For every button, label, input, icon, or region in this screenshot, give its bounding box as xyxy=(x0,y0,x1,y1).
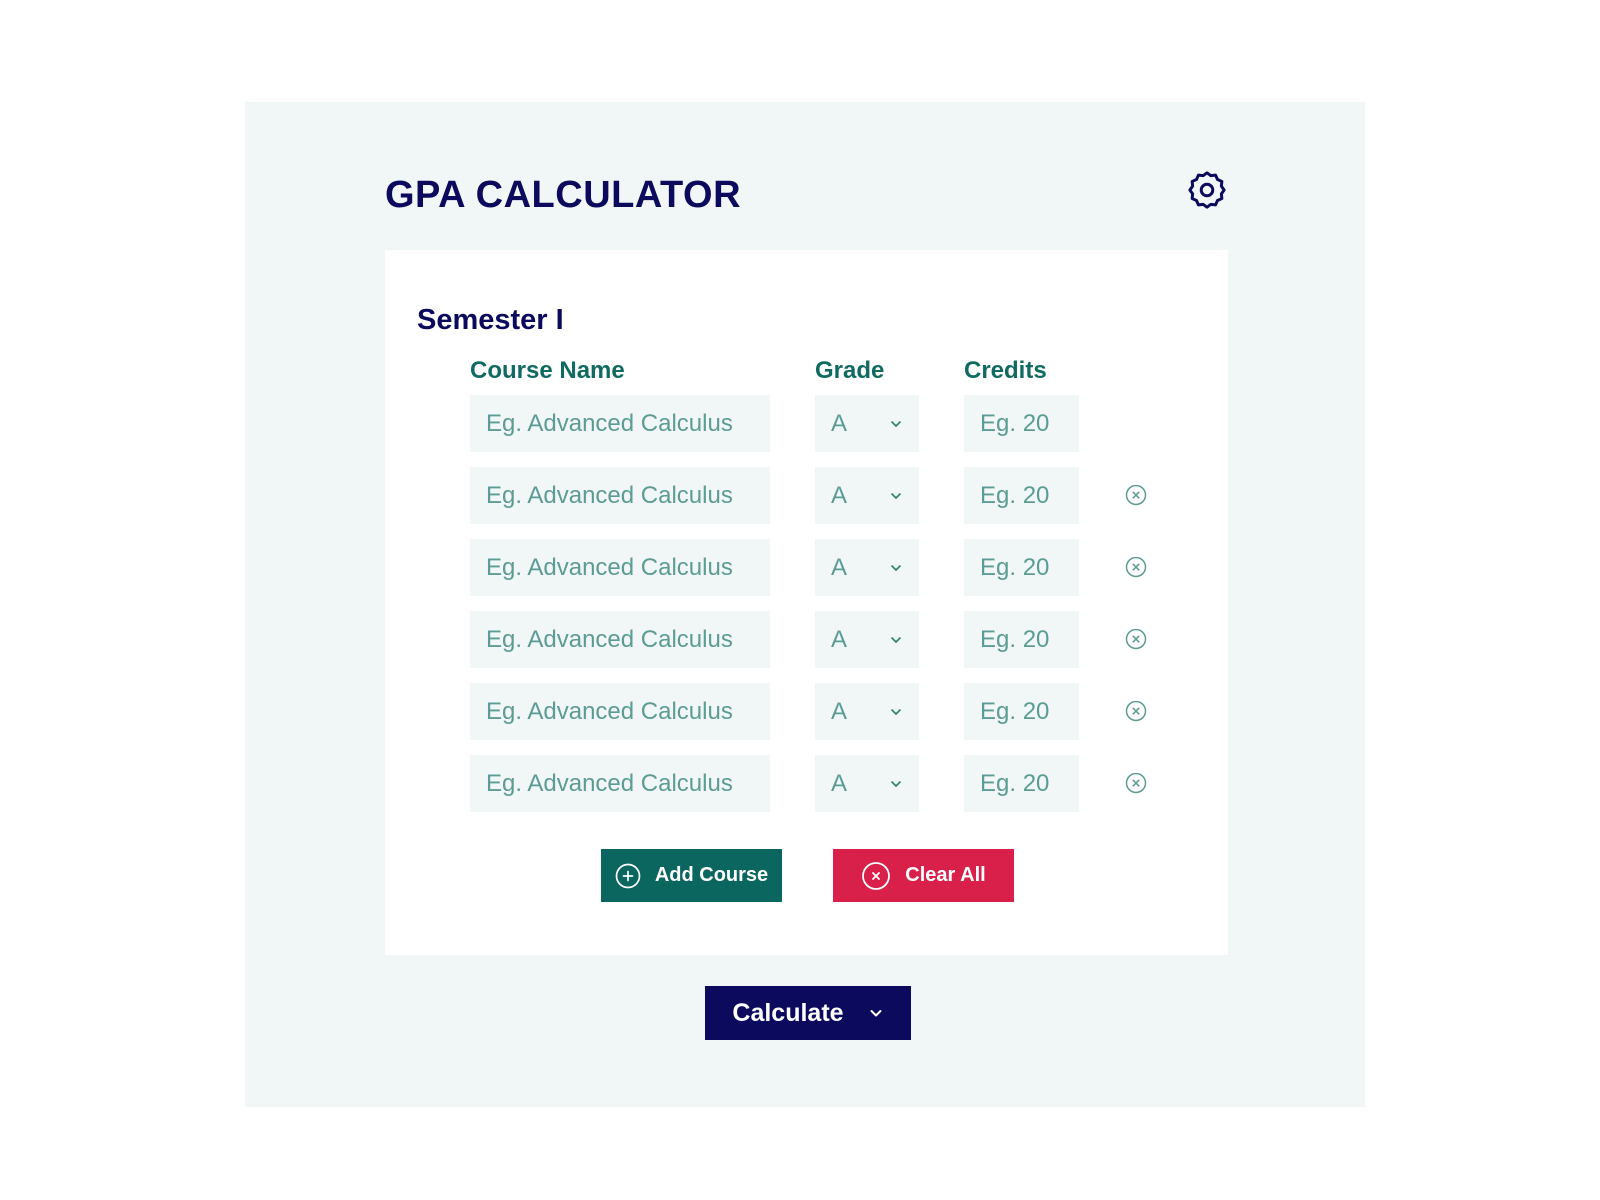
course-name-input[interactable] xyxy=(470,539,770,596)
course-row xyxy=(385,539,1228,596)
remove-course-button[interactable] xyxy=(1124,555,1148,579)
course-row xyxy=(385,755,1228,812)
credits-input[interactable] xyxy=(964,683,1079,740)
column-header-grade: Grade xyxy=(815,357,885,384)
settings-button[interactable] xyxy=(1185,168,1229,212)
chevron-down-icon xyxy=(889,633,903,647)
grade-select[interactable] xyxy=(815,755,919,812)
grade-value: A xyxy=(831,553,848,581)
grade-select[interactable] xyxy=(815,611,919,668)
grade-value: A xyxy=(831,409,848,437)
x-circle-icon xyxy=(1125,772,1147,794)
chevron-down-icon xyxy=(889,705,903,719)
chevron-down-icon xyxy=(868,1005,884,1021)
credits-input[interactable] xyxy=(964,467,1079,524)
gear-icon xyxy=(1186,169,1228,211)
credits-input[interactable] xyxy=(964,611,1079,668)
chevron-down-icon xyxy=(889,417,903,431)
page-title: GPA CALCULATOR xyxy=(385,174,742,216)
chevron-down-icon xyxy=(889,561,903,575)
add-course-label: Add Course xyxy=(654,864,769,886)
course-name-input[interactable] xyxy=(470,395,770,452)
column-header-course: Course Name xyxy=(470,357,625,384)
semester-title: Semester I xyxy=(417,304,564,336)
remove-course-button[interactable] xyxy=(1124,771,1148,795)
clear-all-button[interactable] xyxy=(833,849,1014,902)
course-name-input[interactable] xyxy=(470,755,770,812)
remove-course-button[interactable] xyxy=(1124,483,1148,507)
course-row xyxy=(385,683,1228,740)
credits-input[interactable] xyxy=(964,539,1079,596)
grade-select[interactable] xyxy=(815,395,919,452)
calculate-label: Calculate xyxy=(732,998,844,1027)
grade-value: A xyxy=(831,481,848,509)
plus-circle-icon xyxy=(615,863,641,889)
course-row xyxy=(385,395,1228,452)
grade-value: A xyxy=(831,625,848,653)
column-header-credits: Credits xyxy=(964,357,1047,384)
course-row xyxy=(385,611,1228,668)
chevron-down-icon xyxy=(889,777,903,791)
grade-select[interactable] xyxy=(815,683,919,740)
x-circle-icon xyxy=(1125,484,1147,506)
x-circle-icon xyxy=(1125,700,1147,722)
course-name-input[interactable] xyxy=(470,467,770,524)
x-circle-icon xyxy=(1125,628,1147,650)
grade-select[interactable] xyxy=(815,467,919,524)
x-circle-icon xyxy=(1125,556,1147,578)
remove-course-button[interactable] xyxy=(1124,627,1148,651)
calculate-button[interactable] xyxy=(705,986,911,1040)
credits-input[interactable] xyxy=(964,755,1079,812)
chevron-down-icon xyxy=(889,489,903,503)
clear-all-label: Clear All xyxy=(905,864,986,886)
course-row xyxy=(385,467,1228,524)
grade-select[interactable] xyxy=(815,539,919,596)
course-name-input[interactable] xyxy=(470,611,770,668)
semester-card xyxy=(385,250,1228,955)
credits-input[interactable] xyxy=(964,395,1079,452)
grade-value: A xyxy=(831,697,848,725)
add-course-button[interactable] xyxy=(601,849,782,902)
course-name-input[interactable] xyxy=(470,683,770,740)
x-circle-icon xyxy=(861,861,891,891)
grade-value: A xyxy=(831,769,848,797)
calculator-panel xyxy=(245,102,1365,1107)
remove-course-button[interactable] xyxy=(1124,699,1148,723)
